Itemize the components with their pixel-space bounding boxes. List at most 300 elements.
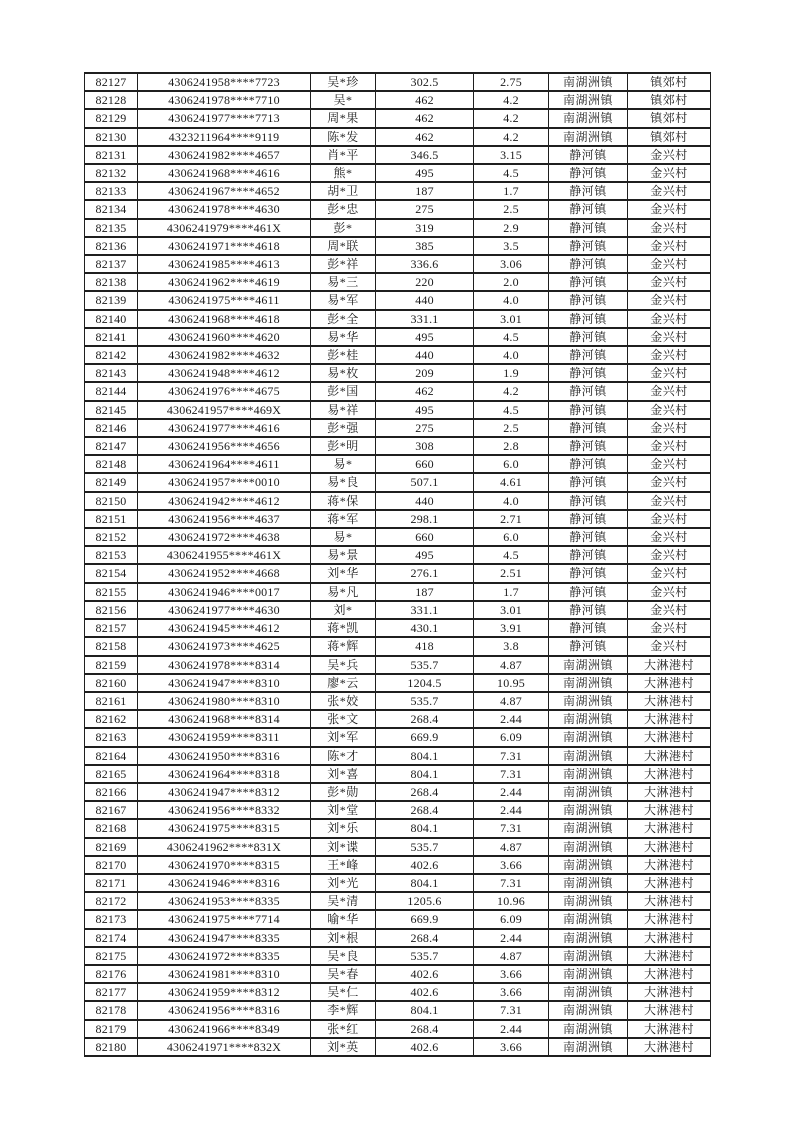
cell-id-number: 4306241945****4612: [138, 619, 311, 637]
cell-village: 金兴村: [628, 601, 711, 619]
cell-name: 刘*光: [311, 874, 376, 892]
cell-village: 金兴村: [628, 219, 711, 237]
cell-town: 静河镇: [549, 437, 628, 455]
cell-area: 2.44: [474, 710, 549, 728]
cell-area: 6.0: [474, 528, 549, 546]
cell-amount: 268.4: [376, 710, 474, 728]
cell-id-number: 4306241950****8316: [138, 747, 311, 765]
table-row: [85, 164, 711, 182]
cell-amount: 336.6: [376, 255, 474, 273]
cell-amount: 804.1: [376, 765, 474, 783]
cell-village: 金兴村: [628, 583, 711, 601]
cell-id-number: 4306241968****4616: [138, 164, 311, 182]
cell-id-number: 4306241959****8312: [138, 983, 311, 1001]
table-row: [85, 910, 711, 928]
cell-id-number: 4306241968****4618: [138, 310, 311, 328]
cell-village: 金兴村: [628, 182, 711, 200]
cell-town: 静河镇: [549, 219, 628, 237]
cell-area: 4.87: [474, 692, 549, 710]
cell-name: 刘*: [311, 601, 376, 619]
cell-name: 彭*桂: [311, 346, 376, 364]
cell-name: 蒋*军: [311, 510, 376, 528]
cell-name: 蒋*凯: [311, 619, 376, 637]
cell-amount: 331.1: [376, 601, 474, 619]
cell-amount: 669.9: [376, 910, 474, 928]
cell-village: 金兴村: [628, 455, 711, 473]
cell-area: 7.31: [474, 874, 549, 892]
cell-amount: 440: [376, 346, 474, 364]
cell-name: 周*联: [311, 237, 376, 255]
table-row: [85, 619, 711, 637]
cell-town: 南湖洲镇: [549, 892, 628, 910]
cell-name: 喻*华: [311, 910, 376, 928]
cell-amount: 402.6: [376, 1038, 474, 1056]
cell-name: 彭*明: [311, 437, 376, 455]
cell-seq: 82127: [85, 73, 138, 91]
cell-seq: 82143: [85, 364, 138, 382]
cell-name: 彭*祥: [311, 255, 376, 273]
cell-amount: 319: [376, 219, 474, 237]
table-row: [85, 128, 711, 146]
cell-town: 静河镇: [549, 564, 628, 582]
cell-village: 金兴村: [628, 437, 711, 455]
cell-id-number: 4306241973****4625: [138, 637, 311, 655]
cell-town: 静河镇: [549, 237, 628, 255]
table-row: [85, 492, 711, 510]
cell-town: 南湖洲镇: [549, 838, 628, 856]
cell-name: 吴*清: [311, 892, 376, 910]
cell-town: 静河镇: [549, 146, 628, 164]
cell-name: 李*辉: [311, 1001, 376, 1019]
cell-id-number: 4306241956****8316: [138, 1001, 311, 1019]
cell-area: 4.2: [474, 91, 549, 109]
cell-id-number: 4306241966****8349: [138, 1020, 311, 1038]
table-row: [85, 710, 711, 728]
cell-name: 易*祥: [311, 401, 376, 419]
cell-village: 大淋港村: [628, 856, 711, 874]
cell-town: 静河镇: [549, 401, 628, 419]
cell-area: 3.01: [474, 310, 549, 328]
cell-amount: 275: [376, 419, 474, 437]
cell-seq: 82168: [85, 819, 138, 837]
cell-village: 金兴村: [628, 164, 711, 182]
table-row: [85, 674, 711, 692]
cell-area: 3.8: [474, 637, 549, 655]
cell-seq: 82147: [85, 437, 138, 455]
cell-amount: 440: [376, 291, 474, 309]
cell-id-number: 4306241947****8312: [138, 783, 311, 801]
cell-village: 镇郊村: [628, 91, 711, 109]
cell-village: 大淋港村: [628, 874, 711, 892]
table-row: [85, 401, 711, 419]
cell-area: 2.0: [474, 273, 549, 291]
cell-name: 刘*乐: [311, 819, 376, 837]
cell-seq: 82133: [85, 182, 138, 200]
cell-seq: 82135: [85, 219, 138, 237]
cell-village: 金兴村: [628, 146, 711, 164]
table-row: [85, 437, 711, 455]
table-row: [85, 947, 711, 965]
cell-amount: 346.5: [376, 146, 474, 164]
cell-seq: 82179: [85, 1020, 138, 1038]
cell-seq: 82134: [85, 200, 138, 218]
table-row: [85, 601, 711, 619]
cell-village: 大淋港村: [628, 892, 711, 910]
cell-name: 刘*军: [311, 728, 376, 746]
cell-area: 3.01: [474, 601, 549, 619]
table-row: [85, 1020, 711, 1038]
table-row: [85, 310, 711, 328]
table-row: [85, 473, 711, 491]
table-row: [85, 765, 711, 783]
cell-seq: 82153: [85, 546, 138, 564]
cell-area: 2.9: [474, 219, 549, 237]
cell-amount: 308: [376, 437, 474, 455]
cell-amount: 430.1: [376, 619, 474, 637]
cell-id-number: 4306241970****8315: [138, 856, 311, 874]
cell-seq: 82130: [85, 128, 138, 146]
cell-seq: 82129: [85, 109, 138, 127]
cell-seq: 82148: [85, 455, 138, 473]
cell-name: 易*: [311, 528, 376, 546]
cell-amount: 804.1: [376, 819, 474, 837]
cell-amount: 268.4: [376, 801, 474, 819]
cell-area: 7.31: [474, 765, 549, 783]
cell-amount: 462: [376, 128, 474, 146]
cell-amount: 220: [376, 273, 474, 291]
cell-village: 大淋港村: [628, 747, 711, 765]
cell-amount: 1205.6: [376, 892, 474, 910]
cell-amount: 660: [376, 455, 474, 473]
cell-amount: 535.7: [376, 656, 474, 674]
cell-village: 金兴村: [628, 273, 711, 291]
cell-id-number: 4306241952****4668: [138, 564, 311, 582]
table-row: [85, 364, 711, 382]
cell-amount: 804.1: [376, 1001, 474, 1019]
cell-seq: 82141: [85, 328, 138, 346]
table-row: [85, 819, 711, 837]
table-row: [85, 747, 711, 765]
table-row: [85, 929, 711, 947]
cell-name: 彭*强: [311, 419, 376, 437]
cell-name: 彭*勋: [311, 783, 376, 801]
cell-id-number: 4306241977****4630: [138, 601, 311, 619]
table-row: [85, 838, 711, 856]
cell-name: 刘*谍: [311, 838, 376, 856]
cell-seq: 82139: [85, 291, 138, 309]
cell-name: 易*: [311, 455, 376, 473]
cell-seq: 82128: [85, 91, 138, 109]
cell-area: 10.95: [474, 674, 549, 692]
cell-area: 2.75: [474, 73, 549, 91]
cell-name: 吴*春: [311, 965, 376, 983]
cell-name: 彭*: [311, 219, 376, 237]
cell-id-number: 4306241980****8310: [138, 692, 311, 710]
cell-seq: 82178: [85, 1001, 138, 1019]
table-row: [85, 237, 711, 255]
cell-seq: 82172: [85, 892, 138, 910]
cell-amount: 462: [376, 109, 474, 127]
cell-area: 2.44: [474, 801, 549, 819]
cell-seq: 82177: [85, 983, 138, 1001]
cell-amount: 268.4: [376, 1020, 474, 1038]
cell-town: 静河镇: [549, 528, 628, 546]
cell-town: 南湖洲镇: [549, 1001, 628, 1019]
cell-town: 南湖洲镇: [549, 965, 628, 983]
cell-village: 大淋港村: [628, 1020, 711, 1038]
cell-area: 4.61: [474, 473, 549, 491]
cell-amount: 507.1: [376, 473, 474, 491]
cell-village: 大淋港村: [628, 728, 711, 746]
cell-town: 静河镇: [549, 328, 628, 346]
cell-id-number: 4306241985****4613: [138, 255, 311, 273]
cell-village: 镇郊村: [628, 128, 711, 146]
cell-id-number: 4306241979****461X: [138, 219, 311, 237]
cell-area: 4.87: [474, 838, 549, 856]
cell-seq: 82158: [85, 637, 138, 655]
cell-name: 易*良: [311, 473, 376, 491]
table-row: [85, 200, 711, 218]
cell-seq: 82174: [85, 929, 138, 947]
table-row: [85, 219, 711, 237]
cell-seq: 82176: [85, 965, 138, 983]
cell-village: 金兴村: [628, 492, 711, 510]
cell-amount: 535.7: [376, 692, 474, 710]
cell-seq: 82136: [85, 237, 138, 255]
cell-town: 南湖洲镇: [549, 801, 628, 819]
cell-area: 4.87: [474, 656, 549, 674]
cell-town: 静河镇: [549, 364, 628, 382]
cell-town: 南湖洲镇: [549, 1020, 628, 1038]
cell-town: 静河镇: [549, 510, 628, 528]
cell-id-number: 4306241953****8335: [138, 892, 311, 910]
table-row: [85, 291, 711, 309]
cell-amount: 660: [376, 528, 474, 546]
cell-amount: 187: [376, 182, 474, 200]
cell-name: 易*三: [311, 273, 376, 291]
cell-id-number: 4306241971****832X: [138, 1038, 311, 1056]
cell-amount: 187: [376, 583, 474, 601]
cell-seq: 82149: [85, 473, 138, 491]
table-row: [85, 983, 711, 1001]
cell-name: 蒋*保: [311, 492, 376, 510]
table-row: [85, 1038, 711, 1056]
cell-amount: 495: [376, 328, 474, 346]
cell-seq: 82151: [85, 510, 138, 528]
cell-name: 彭*国: [311, 382, 376, 400]
cell-town: 南湖洲镇: [549, 910, 628, 928]
cell-seq: 82173: [85, 910, 138, 928]
table-row: [85, 874, 711, 892]
cell-id-number: 4306241957****0010: [138, 473, 311, 491]
table-row: [85, 728, 711, 746]
cell-seq: 82160: [85, 674, 138, 692]
cell-village: 大淋港村: [628, 710, 711, 728]
cell-amount: 385: [376, 237, 474, 255]
cell-village: 大淋港村: [628, 965, 711, 983]
cell-area: 2.71: [474, 510, 549, 528]
table-row: [85, 346, 711, 364]
cell-name: 陈*发: [311, 128, 376, 146]
cell-area: 3.15: [474, 146, 549, 164]
cell-area: 6.09: [474, 910, 549, 928]
cell-area: 3.66: [474, 983, 549, 1001]
cell-area: 3.66: [474, 965, 549, 983]
table-row: [85, 583, 711, 601]
cell-town: 南湖洲镇: [549, 109, 628, 127]
cell-name: 彭*忠: [311, 200, 376, 218]
cell-id-number: 4306241978****8314: [138, 656, 311, 674]
cell-village: 金兴村: [628, 564, 711, 582]
cell-area: 3.5: [474, 237, 549, 255]
cell-village: 金兴村: [628, 401, 711, 419]
cell-amount: 209: [376, 364, 474, 382]
cell-name: 易*华: [311, 328, 376, 346]
cell-name: 吴*良: [311, 947, 376, 965]
cell-seq: 82159: [85, 656, 138, 674]
cell-seq: 82170: [85, 856, 138, 874]
cell-village: 大淋港村: [628, 674, 711, 692]
cell-town: 南湖洲镇: [549, 656, 628, 674]
cell-name: 刘*英: [311, 1038, 376, 1056]
cell-area: 4.0: [474, 346, 549, 364]
cell-id-number: 4306241947****8335: [138, 929, 311, 947]
cell-town: 南湖洲镇: [549, 91, 628, 109]
table-row: [85, 637, 711, 655]
cell-town: 静河镇: [549, 310, 628, 328]
cell-town: 静河镇: [549, 200, 628, 218]
cell-village: 大淋港村: [628, 692, 711, 710]
cell-seq: 82145: [85, 401, 138, 419]
cell-town: 南湖洲镇: [549, 73, 628, 91]
table-row: [85, 801, 711, 819]
cell-id-number: 4306241982****4657: [138, 146, 311, 164]
cell-name: 胡*卫: [311, 182, 376, 200]
cell-village: 金兴村: [628, 310, 711, 328]
cell-seq: 82142: [85, 346, 138, 364]
cell-town: 南湖洲镇: [549, 747, 628, 765]
cell-name: 刘*堂: [311, 801, 376, 819]
cell-id-number: 4306241978****4630: [138, 200, 311, 218]
table-row: [85, 109, 711, 127]
cell-village: 金兴村: [628, 346, 711, 364]
table-row: [85, 656, 711, 674]
cell-id-number: 4306241957****469X: [138, 401, 311, 419]
cell-area: 4.2: [474, 382, 549, 400]
cell-amount: 440: [376, 492, 474, 510]
cell-seq: 82165: [85, 765, 138, 783]
cell-village: 大淋港村: [628, 656, 711, 674]
cell-seq: 82164: [85, 747, 138, 765]
cell-town: 静河镇: [549, 382, 628, 400]
cell-village: 金兴村: [628, 364, 711, 382]
cell-name: 易*军: [311, 291, 376, 309]
cell-amount: 495: [376, 546, 474, 564]
cell-id-number: 4306241982****4632: [138, 346, 311, 364]
cell-area: 6.09: [474, 728, 549, 746]
cell-village: 大淋港村: [628, 983, 711, 1001]
cell-name: 易*凡: [311, 583, 376, 601]
cell-amount: 669.9: [376, 728, 474, 746]
cell-seq: 82138: [85, 273, 138, 291]
cell-name: 陈*才: [311, 747, 376, 765]
cell-village: 大淋港村: [628, 1038, 711, 1056]
cell-seq: 82131: [85, 146, 138, 164]
cell-name: 张*文: [311, 710, 376, 728]
cell-seq: 82140: [85, 310, 138, 328]
cell-amount: 1204.5: [376, 674, 474, 692]
cell-seq: 82162: [85, 710, 138, 728]
table-row: [85, 146, 711, 164]
cell-id-number: 4306241976****4675: [138, 382, 311, 400]
cell-name: 吴*珍: [311, 73, 376, 91]
cell-area: 10.96: [474, 892, 549, 910]
cell-town: 南湖洲镇: [549, 856, 628, 874]
cell-id-number: 4323211964****9119: [138, 128, 311, 146]
cell-village: 大淋港村: [628, 929, 711, 947]
cell-seq: 82157: [85, 619, 138, 637]
cell-town: 南湖洲镇: [549, 128, 628, 146]
cell-name: 吴*兵: [311, 656, 376, 674]
table-row: [85, 419, 711, 437]
cell-town: 南湖洲镇: [549, 674, 628, 692]
cell-amount: 535.7: [376, 947, 474, 965]
cell-amount: 268.4: [376, 929, 474, 947]
cell-town: 静河镇: [549, 455, 628, 473]
cell-town: 静河镇: [549, 255, 628, 273]
table-row: [85, 455, 711, 473]
cell-seq: 82144: [85, 382, 138, 400]
cell-id-number: 4306241958****7723: [138, 73, 311, 91]
cell-town: 静河镇: [549, 473, 628, 491]
cell-id-number: 4306241959****8311: [138, 728, 311, 746]
cell-town: 静河镇: [549, 291, 628, 309]
cell-id-number: 4306241972****4638: [138, 528, 311, 546]
cell-seq: 82154: [85, 564, 138, 582]
cell-village: 大淋港村: [628, 783, 711, 801]
cell-area: 3.06: [474, 255, 549, 273]
table-row: [85, 382, 711, 400]
subsidy-table: [84, 72, 711, 1057]
cell-area: 4.87: [474, 947, 549, 965]
cell-seq: 82171: [85, 874, 138, 892]
cell-town: 静河镇: [549, 492, 628, 510]
cell-name: 刘*喜: [311, 765, 376, 783]
table-row: [85, 273, 711, 291]
cell-village: 大淋港村: [628, 1001, 711, 1019]
cell-village: 大淋港村: [628, 819, 711, 837]
cell-town: 静河镇: [549, 182, 628, 200]
cell-seq: 82150: [85, 492, 138, 510]
cell-village: 金兴村: [628, 546, 711, 564]
cell-amount: 331.1: [376, 310, 474, 328]
cell-name: 熊*: [311, 164, 376, 182]
table-row: [85, 255, 711, 273]
cell-village: 金兴村: [628, 528, 711, 546]
cell-name: 刘*根: [311, 929, 376, 947]
cell-town: 南湖洲镇: [549, 710, 628, 728]
cell-area: 3.66: [474, 856, 549, 874]
cell-seq: 82152: [85, 528, 138, 546]
cell-name: 张*姣: [311, 692, 376, 710]
cell-id-number: 4306241964****8318: [138, 765, 311, 783]
cell-village: 大淋港村: [628, 947, 711, 965]
cell-area: 7.31: [474, 747, 549, 765]
cell-seq: 82180: [85, 1038, 138, 1056]
cell-id-number: 4306241981****8310: [138, 965, 311, 983]
table-row: [85, 182, 711, 200]
cell-name: 彭*全: [311, 310, 376, 328]
